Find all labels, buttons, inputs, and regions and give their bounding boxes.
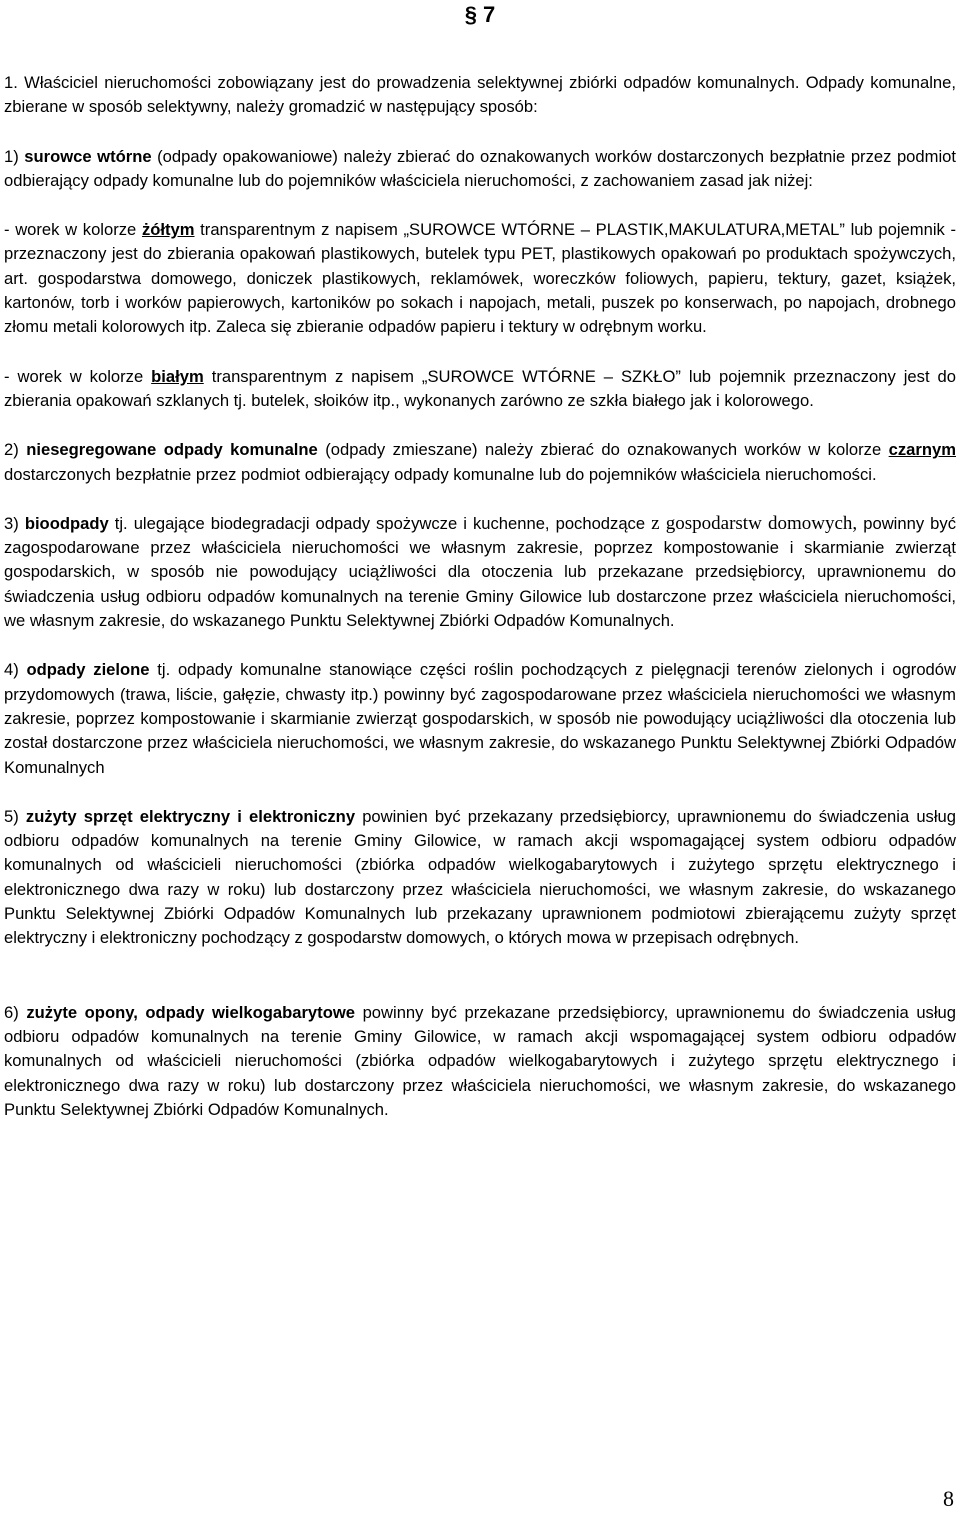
item-text: (odpady opakowaniowe) należy zbierać do oznakowanych worków dostarczonych bezpłatnie przez podmiot odbierający odpady komunalne lub do pojemników właściciela nieruchomości, z zachowaniem zasad jak niżej: <box>4 146 956 190</box>
item-title: bioodpady <box>24 513 109 533</box>
section-heading: § 7 <box>464 2 496 27</box>
item-text: dostarczonych bezpłatnie przez podmiot odbierający odpady komunalne lub do pojemników właściciela nieruchomości. <box>4 464 877 484</box>
item-number: 5) <box>4 806 26 826</box>
item-number: 6) <box>4 1002 27 1022</box>
item-text: tj. ulegające biodegradacji odpady spożywcze i kuchenne, pochodzące <box>108 513 652 533</box>
item-text: - worek w kolorze <box>4 220 142 240</box>
item-text: - worek w kolorze <box>4 366 152 386</box>
paragraph-sprzet-elektryczny <box>4 805 956 951</box>
paragraph-intro: 1. Właściciel nieruchomości zobowiązany jest do prowadzenia selektywnej zbiórki odpadów komunalnych. Odpady komunalne, zbierane w sposób selektywny, należy gromadzić w następujący sposób: <box>4 73 956 117</box>
paragraph-niesegregowane <box>4 438 956 487</box>
item-text-serif: z gospodarstw domowych, <box>651 512 858 534</box>
item-number: 1) <box>4 146 25 166</box>
item-text: tj. odpady komunalne stanowiące części roślin pochodzących z pielęgnacji terenów zielonych i ogrodów przydomowych (trawa, liście, gałęzie, chwasty itp.) powinny być zagospodarowane przez właściciela nieruchomości we własnym zakresie, poprzez kompostowanie i skarmianie zwierząt gospodarskich, w sposób nie powodujący uciążliwości dla otoczenia lub został dostarczone przez właściciela nieruchomości, we własnym zakresie, do wskazanego Punktu Selektywnej Zbiórki Odpadów Komunalnych <box>4 660 956 777</box>
bag-color-white: białym <box>151 366 204 386</box>
item-title: odpady zielone <box>26 660 150 680</box>
paragraph-surowce-wtorne <box>4 145 956 194</box>
paragraph-yellow-bag <box>4 218 956 339</box>
item-text: (odpady zmieszane) należy zbierać do oznakowanych worków w kolorze <box>317 440 889 460</box>
paragraph-opony-wielkogabarytowe <box>4 1001 956 1122</box>
item-title: surowce wtórne <box>24 146 152 166</box>
item-text: transparentnym z napisem „SUROWCE WTÓRNE – PLASTIK,MAKULATURA,METAL” lub pojemnik - przeznaczony jest do zbierania opakowań plastikowych, butelek typu PET, plastikowych opakowań po produktach spożywczych, art. gospodarstwa domowego, doniczek plastikowych, reklamówek, woreczków foliowych, papieru, tektury, gazet, książek, kartonów, torb i worków papierowych, kartoników po sokach i napojach, metali, puszek po konserwach, po napojach, drobnego złomu metali kolorowych itp. Zaleca się zbieranie odpadów papieru i tektury w odrębnym worku. <box>4 220 956 337</box>
item-text: powinny być przekazane przedsiębiorcy, uprawnionemu do świadczenia usług odbioru odpadów komunalnych na terenie Gminy Gilowice, w ramach akcji wspomagającej system odbioru odpadów komunalnych od właścicieli nieruchomości (zbiórka odpadów wielkogabarytowych i zużytego sprzętu elektrycznego i elektronicznego dwa razy w roku) lub dostarczony przez właściciela nieruchomości, we własnym zakresie, do wskazanego Punktu Selektywnej Zbiórki Odpadów Komunalnych. <box>4 1002 956 1119</box>
item-title: zużyty sprzęt elektryczny i elektroniczny <box>25 806 356 826</box>
item-text: transparentnym z napisem „SUROWCE WTÓRNE – SZKŁO” lub pojemnik przeznaczony jest do zbierania opakowań szklanych tj. butelek, słoików itp., wykonanych zarówno ze szkła białego jak i kolorowego. <box>4 366 956 410</box>
item-title: zużyte opony, odpady wielkogabarytowe <box>26 1002 355 1022</box>
item-number: 3) <box>4 513 25 533</box>
document-body <box>4 71 956 1147</box>
page-number: 8 <box>943 1486 954 1511</box>
bag-color-yellow: żółtym <box>141 220 195 240</box>
paragraph-bioodpady <box>4 512 956 633</box>
item-text: powinny być zagospodarowane przez właściciela nieruchomości we własnym zakresie, poprzez kompostowanie i skarmianie zwierząt gospodarskich, w sposób nie powodujący uciążliwości dla otoczenia lub przekazane przedsiębiorcy, uprawnionemu do świadczenia usług odbioru odpadów komunalnych na terenie Gminy Gilowice lub dostarczone przez właściciela nieruchomości, we własnym zakresie, do wskazanego Punktu Selektywnej Zbiórki Odpadów Komunalnych. <box>4 513 956 631</box>
bag-color-black: czarnym <box>888 440 956 460</box>
item-number: 2) <box>4 440 27 460</box>
item-number: 4) <box>4 660 27 680</box>
item-title: niesegregowane odpady komunalne <box>26 440 318 460</box>
item-text: powinien być przekazany przedsiębiorcy, uprawnionemu do świadczenia usług odbioru odpadów komunalnych na terenie Gminy Gilowice, w ramach akcji wspomagającej system odbioru odpadów komunalnych od właścicieli nieruchomości (zbiórka odpadów wielkogabarytowych i zużytego sprzętu elektrycznego i elektronicznego dwa razy w roku) lub dostarczony przez właściciela nieruchomości, we własnym zakresie, do wskazanego Punktu Selektywnej Zbiórki Odpadów Komunalnych lub przekazany uprawnionem podmiotowi zbierającemu zużyty sprzęt elektryczny i elektroniczny pochodzący z gospodarstw domowych, o których mowa w przepisach odrębnych. <box>4 806 956 948</box>
paragraph-odpady-zielone <box>4 658 956 779</box>
paragraph-white-bag <box>4 365 956 414</box>
